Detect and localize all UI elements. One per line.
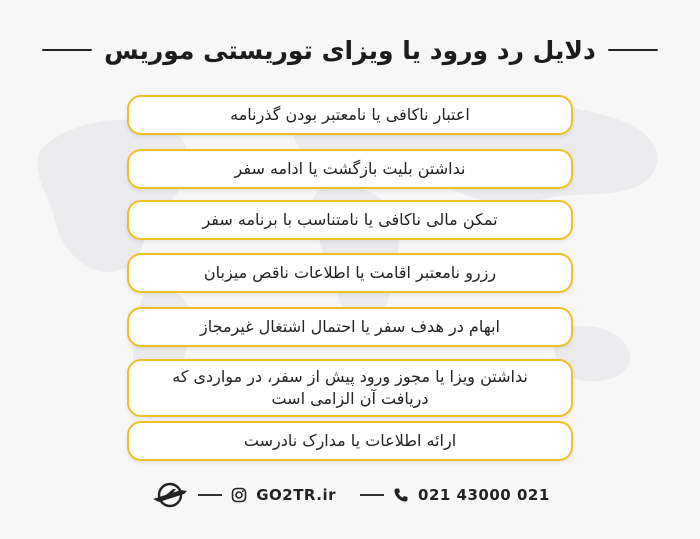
reason-item: اعتبار ناکافی یا نامعتبر بودن گذرنامه [127,95,573,135]
header-rule-right [608,49,658,51]
footer-separator [360,494,384,496]
page-title: دلایل رد ورود یا ویزای توریستی موریس [104,35,596,65]
reason-item: ارائه اطلاعات یا مدارک نادرست [127,421,573,461]
footer-separator [198,494,222,496]
reason-item: نداشتن ویزا یا مجوز ورود پیش از سفر، در مواردی که دریافت آن الزامی است [127,359,573,417]
phone-number: 021 43000 021 [418,486,550,504]
header-rule-left [42,49,92,51]
reason-item: رزرو نامعتبر اقامت یا اطلاعات ناقص میزبان [127,253,573,293]
reason-item: تمکن مالی ناکافی یا نامتناسب با برنامه سفر [127,200,573,240]
footer [0,478,700,512]
header [0,28,700,72]
website-text: GO2TR.ir [256,486,337,504]
reason-item: ابهام در هدف سفر یا احتمال اشتغال غیرمجاز [127,307,573,347]
plane-logo-icon [150,481,190,509]
phone-icon [392,486,410,504]
reason-item: نداشتن بلیت بازگشت یا ادامه سفر [127,149,573,189]
instagram-icon [230,486,248,504]
